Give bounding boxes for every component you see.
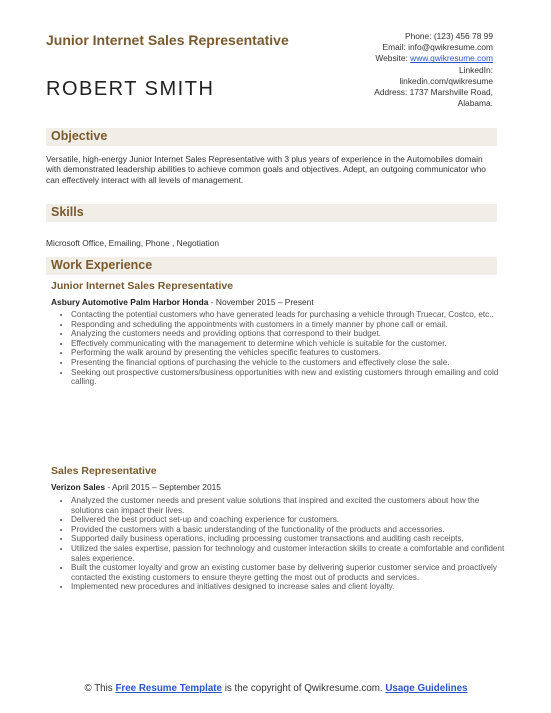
- website-label: Website:: [375, 53, 408, 64]
- list-item: • Effectively communicating with the management to determine which vehicle is suitable for the customer.: [71, 339, 511, 349]
- list-item: • Responding and scheduling the appointments with customers in a timely manner by phone call or email.: [71, 320, 511, 330]
- usage-guidelines-link[interactable]: Usage Guidelines: [385, 683, 468, 694]
- list-item: • Provided the customers with a basic understanding of the functionality of the products and accessories.: [71, 525, 511, 535]
- job-dates: - April 2015 – September 2015: [105, 482, 221, 492]
- list-item: • Seeking out prospective customers/business opportunities with new and existing customers through emailing and cold calling.: [71, 368, 511, 387]
- company-name: Asbury Automotive Palm Harbor Honda: [51, 297, 209, 307]
- contact-block: [253, 31, 493, 109]
- list-item: • Supported daily business operations, including processing customer transactions and auditing cash receipts.: [71, 534, 511, 544]
- job-title: Sales Representative: [51, 465, 157, 477]
- experience-section-header: [46, 257, 497, 275]
- website-link[interactable]: www.qwikresume.com: [410, 53, 493, 64]
- footer-middle: is the copyright of Qwikresume.com.: [221, 683, 386, 694]
- objective-text: Versatile, high-energy Junior Internet Sales Representative with 3 plus years of experience in the Automobiles domain with demonstrated leadership abilities to achieve common goals and objectives. Adept, an outgoing communicator who can effectively interact with all levels of management.: [46, 154, 486, 185]
- linkedin-label: LinkedIn:: [459, 64, 493, 75]
- job-company-line: [51, 482, 221, 492]
- job-bullets: [51, 310, 511, 387]
- objective-section-header: [46, 128, 497, 146]
- footer-prefix: © This: [84, 683, 116, 694]
- email-value[interactable]: info@qwikresume.com: [408, 42, 493, 53]
- job-title: Junior Internet Sales Representative: [51, 280, 234, 292]
- experience-heading: Work Experience: [51, 258, 153, 272]
- email-label: Email:: [382, 42, 406, 53]
- job-bullets: [51, 496, 511, 592]
- linkedin-value[interactable]: linkedin.com/qwikresume: [399, 75, 493, 86]
- list-item: • Utilized the sales expertise, passion for technology and customer interaction skills to create a comfortable and confident sales experience.: [71, 544, 511, 563]
- list-item: • Implemented new procedures and initiatives designed to increase sales and client loyalty.: [71, 582, 511, 592]
- list-item: • Performing the walk around by presenting the vehicles specific features to customers.: [71, 348, 511, 358]
- list-item: • Contacting the potential customers who have generated leads for purchasing a vehicle through Truecar, Costco, etc..: [71, 310, 511, 320]
- skills-section-header: [46, 204, 497, 222]
- objective-heading: Objective: [51, 129, 108, 143]
- job-dates: - November 2015 – Present: [208, 297, 314, 307]
- list-item: • Analyzed the customer needs and present value solutions that inspired and excited the customers about how the solutions can impact their lives.: [71, 496, 511, 515]
- job-company-line: [51, 297, 314, 307]
- copyright-footer: [46, 683, 506, 695]
- address-line1: 1737 Marshville Road,: [409, 87, 493, 98]
- skills-heading: Skills: [51, 205, 84, 219]
- list-item: • Built the customer loyalty and grow an existing customer base by delivering superior customer service and proactively contacted the existing customers to ensure theyre getting the most out of products and services.: [71, 563, 511, 582]
- list-item: • Analyzing the customers needs and providing options that correspond to their budget.: [71, 329, 511, 339]
- phone-label: Phone:: [404, 31, 432, 41]
- list-item: • Delivered the best product set-up and coaching experience for customers.: [71, 515, 511, 525]
- candidate-name: ROBERT SMITH: [46, 78, 215, 100]
- phone-value: (123) 456 78 99: [433, 31, 493, 41]
- skills-text: Microsoft Office, Emailing, Phone , Negotiation: [46, 238, 220, 248]
- company-name: Verizon Sales: [51, 482, 105, 492]
- list-item: • Presenting the financial options of purchasing the vehicle to the customers and effectively close the sale.: [71, 358, 511, 368]
- resume-job-title: Junior Internet Sales Representative: [46, 32, 289, 48]
- free-resume-template-link[interactable]: Free Resume Template: [115, 683, 222, 694]
- address-line2: Alabama.: [457, 98, 493, 109]
- address-label: Address:: [374, 87, 408, 98]
